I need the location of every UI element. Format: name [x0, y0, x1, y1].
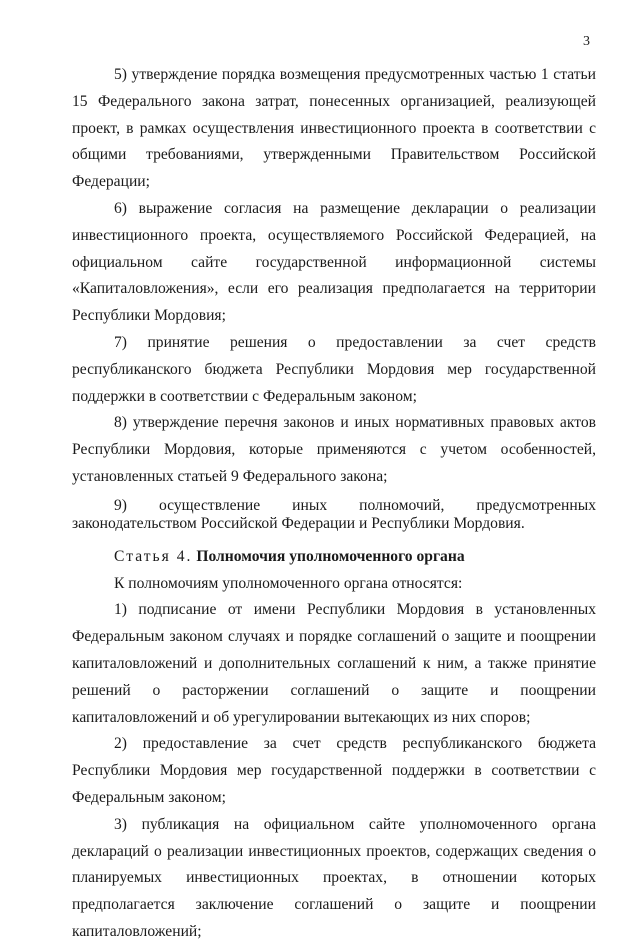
article-item-1: 1) подписание от имени Республики Мордовия в установленных Федеральным законом случаях и порядке соглашений о защите и поощрении капиталовложений и дополнительных соглашений к ним, а также принятие решений о расторжении соглашений о защите и поощрении капиталовложений и об урегулировании вытекающих из них споров; — [72, 601, 596, 726]
article-item-2: 2) предоставление за счет средств республиканского бюджета Республики Мордовия мер государственной поддержки в соответствии с Федеральным законом; — [72, 735, 596, 806]
paragraph-item-9: 9) осуществление иных полномочий, предусмотренных законодательством Российской Федерации и Республики Мордовия. — [72, 496, 596, 533]
article-label: Статья 4. — [114, 547, 193, 565]
paragraph-item-5: 5) утверждение порядка возмещения предусмотренных частью 1 статьи 15 Федерального закона затрат, понесенных организацией, реализующей проект, в рамках осуществления инвестиционного проекта в соответствии с общими требованиями, утвержденными Правительством Российской Федерации; — [72, 66, 596, 191]
article-title: Полномочия уполномоченного органа — [196, 547, 465, 565]
paragraph-item-6: 6) выражение согласия на размещение декларации о реализации инвестиционного проекта, осуществляемого Российской Федерацией, на официальном сайте государственной информационной системы «Капиталовложения», если его реализация предполагается на территории Республики Мордовия; — [72, 199, 596, 325]
paragraph-item-8: 8) утверждение перечня законов и иных нормативных правовых актов Республики Мордовия, которые применяются с учетом особенностей, установленных статьей 9 Федерального закона; — [72, 414, 596, 485]
article-item-3: 3) публикация на официальном сайте уполномоченного органа деклараций о реализации инвестиционных проектов, содержащих сведения о планируемых инвестиционных проектах, в отношении которых предполагается заключение соглашений о защите и поощрении капиталовложений; — [72, 815, 596, 940]
paragraph-item-7: 7) принятие решения о предоставлении за счет средств республиканского бюджета Республики Мордовия мер государственной поддержки в соответствии с Федеральным законом; — [72, 333, 596, 405]
article-heading — [72, 544, 596, 571]
article-intro: К полномочиям уполномоченного органа относятся: — [114, 574, 463, 592]
document-body — [72, 62, 596, 946]
page-number: 3 — [583, 34, 590, 49]
